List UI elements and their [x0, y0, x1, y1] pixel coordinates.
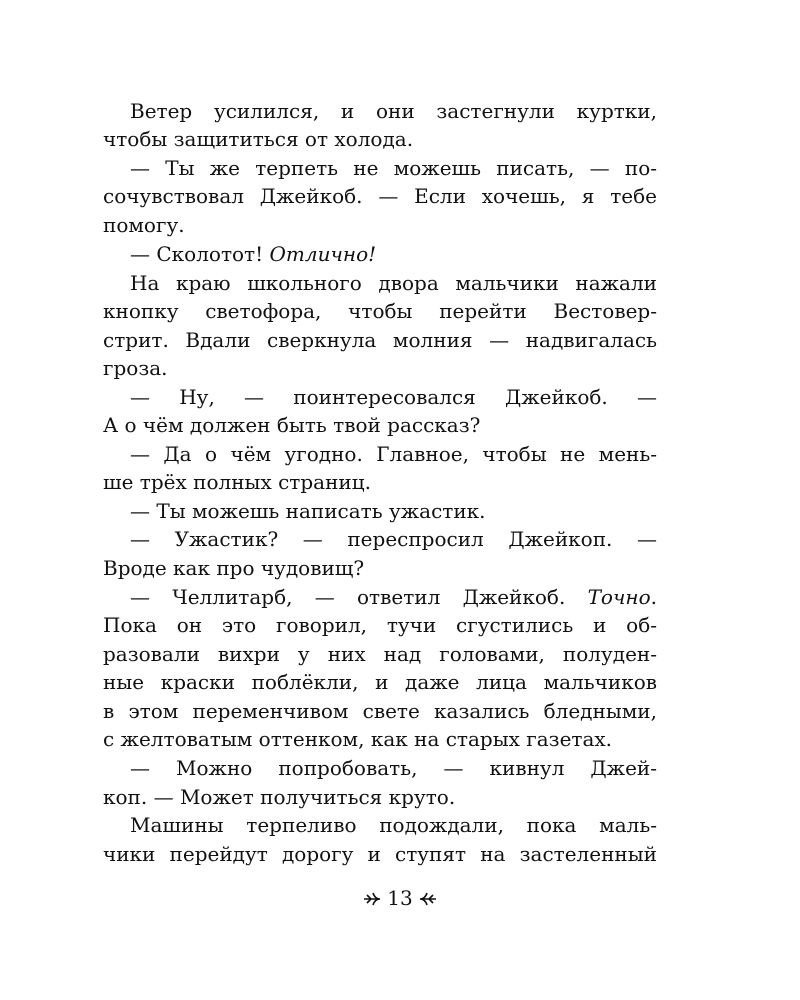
text-line: разовали вихри у них над головами, полуден-: [103, 642, 657, 666]
text-line: Пока он это говорил, тучи сгустились и об-: [103, 613, 657, 637]
italic-text: Точно: [587, 585, 651, 609]
text-line: — Ты же терпеть не можешь писать, — по-: [130, 156, 657, 180]
text-line: кнопку светофора, чтобы перейти Вестовер-: [103, 299, 657, 323]
text-line: чтобы защититься от холода.: [103, 127, 414, 151]
text-line: сочувствовал Джейкоб. — Если хочешь, я тебе: [103, 184, 657, 208]
text-line: [103, 240, 657, 268]
text-line: гроза.: [103, 356, 168, 380]
text-line: ше трёх полных страниц.: [103, 470, 371, 494]
page-number: 13: [387, 886, 413, 910]
text-line: помогу.: [103, 213, 185, 237]
text-line: коп. — Может получиться круто.: [103, 785, 456, 809]
text-line: ные краски поблёкли, и даже лица мальчиков: [103, 670, 657, 694]
dialogue-text: — Сколотот!: [130, 242, 270, 266]
dialogue-text: — Челлитарб, — ответил Джейкоб.: [130, 585, 588, 609]
text-line: в этом переменчивом свете казались бледными,: [103, 699, 657, 723]
text-line: Вроде как про чудовищ?: [103, 556, 365, 580]
text-line: стрит. Вдали сверкнула молния — надвигалась: [103, 328, 657, 352]
text-line: — Можно попробовать, — кивнул Джей-: [130, 756, 657, 780]
left-ornament-icon: [363, 890, 381, 908]
italic-text: Отлично!: [269, 242, 377, 266]
text-line: — Да о чём угодно. Главное, чтобы не мень-: [130, 442, 657, 466]
text-line: На краю школьного двора мальчики нажали: [130, 271, 657, 295]
text-line: с желтоватым оттенком, как на старых газетах.: [103, 727, 613, 751]
text-line: — Ну, — поинтересовался Джейкоб. —: [130, 385, 657, 409]
text-line: чики перейдут дорогу и ступят на застеленный: [103, 842, 657, 866]
right-ornament-icon: [419, 890, 437, 908]
text-line: [103, 583, 657, 611]
page-number-footer: [0, 886, 800, 910]
punctuation: .: [650, 585, 657, 609]
text-line: А о чём должен быть твой рассказ?: [103, 413, 481, 437]
text-line: Машины терпеливо подождали, пока маль-: [130, 813, 657, 837]
text-line: — Ты можешь написать ужастик.: [130, 499, 486, 523]
text-line: Ветер усилился, и они застегнули куртки,: [130, 99, 657, 123]
text-line: — Ужастик? — переспросил Джейкоп. —: [130, 527, 657, 551]
